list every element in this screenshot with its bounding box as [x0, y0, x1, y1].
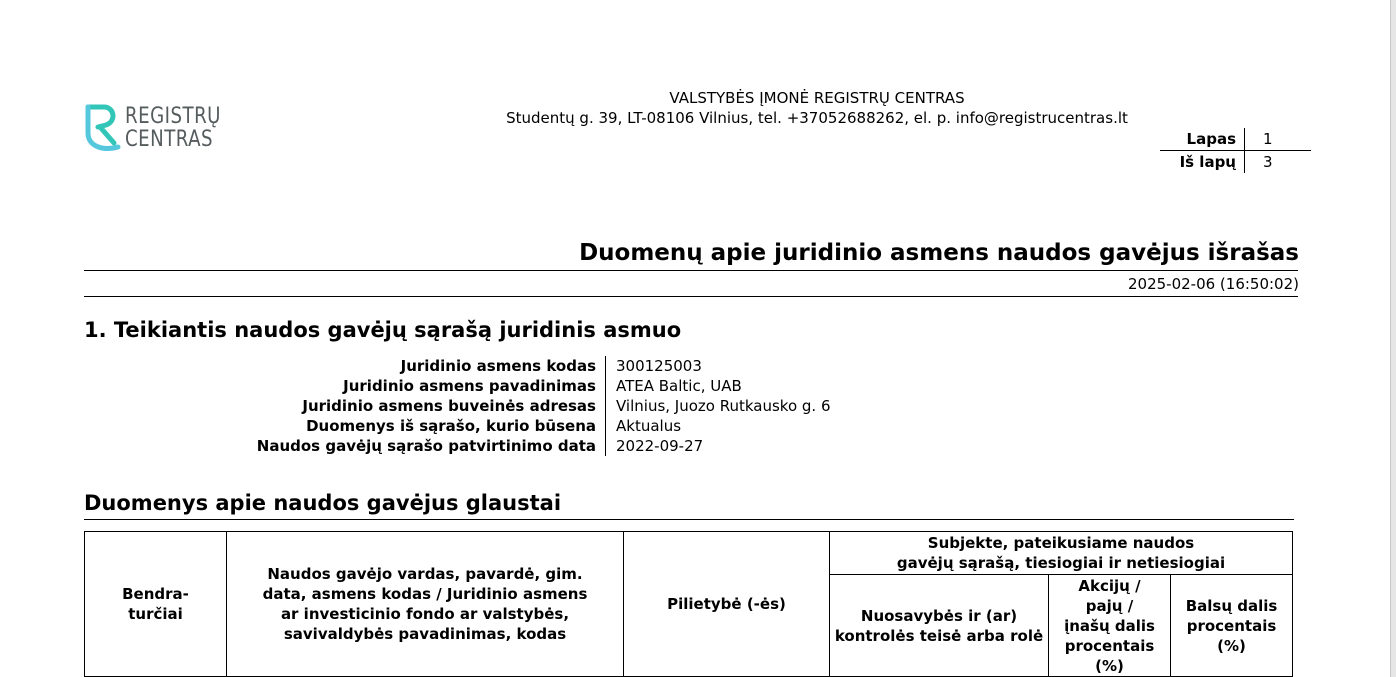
col-beneficiary: Naudos gavėjo vardas, pavardė, gim. data, asmens kodas / Juridinio asmens ar investicinio fondo ar valstybės, savivaldybės pavadinimas, kodas [227, 532, 624, 677]
info-label: Juridinio asmens kodas [200, 356, 606, 376]
info-row [200, 436, 831, 456]
info-row [200, 396, 831, 416]
legal-entity-info [200, 356, 831, 456]
info-value: 300125003 [616, 356, 702, 375]
title-divider-top [84, 270, 1298, 271]
beneficiaries-table [84, 531, 1293, 677]
info-label: Duomenys iš sąrašo, kurio būsena [200, 416, 606, 436]
info-value: Vilnius, Juozo Rutkausko g. 6 [616, 396, 831, 415]
info-label: Naudos gavėjų sąrašo patvirtinimo data [200, 436, 606, 456]
document-title: Duomenų apie juridinio asmens naudos gavėjus išrašas [579, 240, 1299, 266]
info-row [200, 376, 831, 396]
page-number: 1 [1245, 128, 1312, 151]
info-label: Juridinio asmens buveinės adresas [200, 396, 606, 416]
registry-logo-icon [84, 103, 122, 153]
section-2-divider [84, 519, 1294, 520]
col-co-owners: Bendra- turčiai [85, 532, 227, 677]
total-pages: 3 [1263, 153, 1273, 171]
page-edge [1390, 0, 1396, 677]
info-value: Aktualus [616, 416, 682, 435]
document-datetime: 2025-02-06 (16:50:02) [1127, 275, 1299, 293]
registru-centras-logo [84, 103, 229, 153]
title-divider-bottom [84, 296, 1298, 297]
col-votes-percent: Balsų dalis procentais (%) [1171, 575, 1293, 677]
logo-line-2: CENTRAS [125, 127, 214, 152]
info-row [200, 416, 831, 436]
col-ownership-role: Nuosavybės ir (ar) kontrolės teisė arba rolė [830, 575, 1049, 677]
info-value: 2022-09-27 [616, 436, 704, 455]
logo-line-1: REGISTRŲ [125, 104, 221, 129]
section-2-heading: Duomenys apie naudos gavėjus glaustai [84, 491, 562, 515]
col-shares-percent: Akcijų / pajų / įnašų dalis procentais (%) [1049, 575, 1171, 677]
section-1-heading: 1. Teikiantis naudos gavėjų sąrašą juridinis asmuo [84, 318, 682, 342]
page-counter [1160, 128, 1311, 173]
col-citizenship: Pilietybė (-ės) [624, 532, 830, 677]
info-value: ATEA Baltic, UAB [616, 376, 742, 395]
page-label: Lapas [1160, 128, 1245, 151]
info-label: Juridinio asmens pavadinimas [200, 376, 606, 396]
total-pages-label: Iš lapų [1160, 151, 1245, 174]
col-group-direct-indirect: Subjekte, pateikusiame naudos gavėjų sąrašą, tiesiogiai ir netiesiogiai [830, 532, 1293, 575]
info-row [200, 356, 831, 376]
